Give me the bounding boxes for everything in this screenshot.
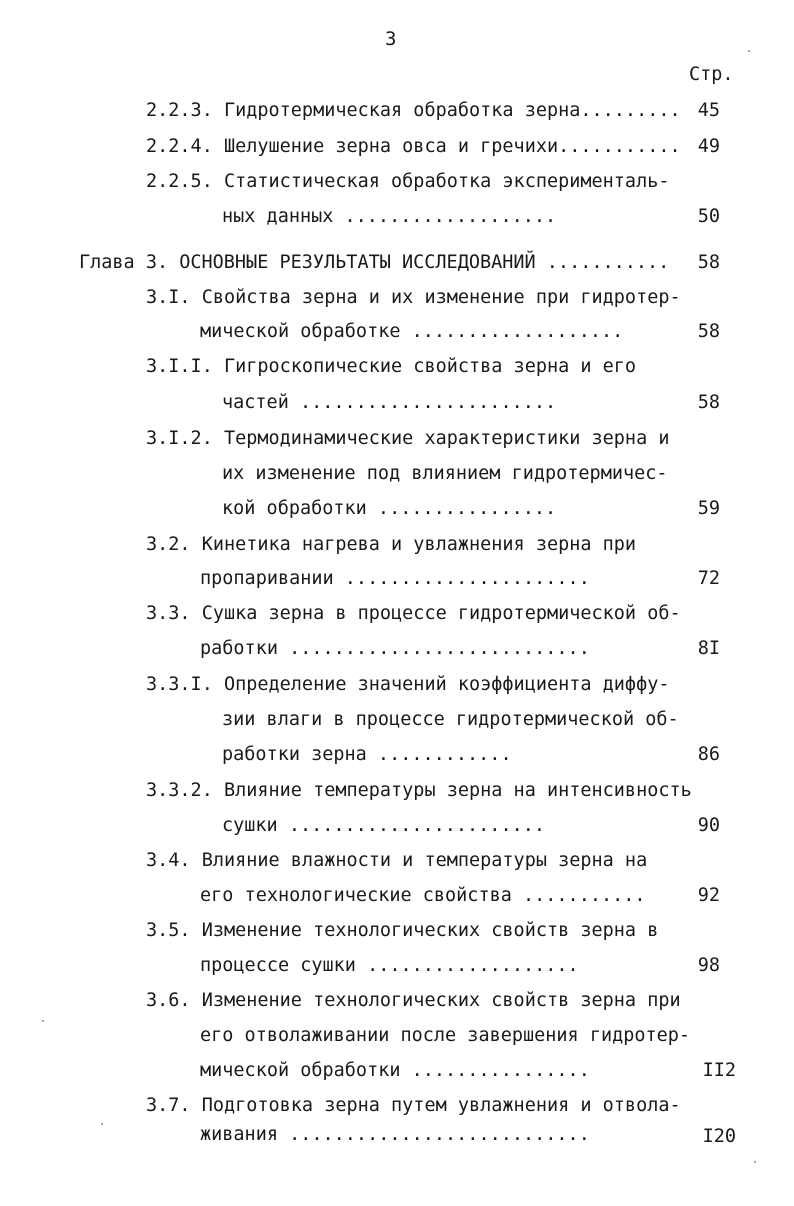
toc-entry-continuation: мической обработке ...................	[200, 321, 624, 342]
toc-entry-3-1-2: 3.I.2. Термодинамические характеристики зерна и	[146, 428, 670, 449]
toc-entry-continuation: работки ...........................	[200, 638, 590, 659]
toc-entry-2-2-5: 2.2.5. Статистическая обработка эксперименталь-	[146, 171, 670, 192]
toc-entry-3-6: 3.6. Изменение технологических свойств зерна при	[146, 990, 681, 1011]
toc-entry-3-7: 3.7. Подготовка зерна путем увлажнения и отвола-	[146, 1095, 681, 1116]
toc-entry-continuation: их изменение под влиянием гидротермичес-	[222, 463, 668, 484]
toc-entry-3-3-1: 3.3.I. Определение значений коэффициента диффу-	[146, 674, 670, 695]
toc-page-ref: 58	[697, 392, 720, 413]
toc-entry-continuation: его отволаживании после завершения гидротер-	[200, 1025, 691, 1046]
toc-entry-continuation: частей .......................	[222, 392, 557, 413]
scan-speck	[101, 1123, 103, 1125]
scan-speck	[42, 1020, 44, 1022]
toc-entry-continuation: ных данных ...................	[222, 206, 557, 227]
toc-page-ref: I20	[702, 1126, 736, 1147]
toc-page-ref: 59	[697, 498, 720, 519]
toc-entry-continuation: живания ...........................	[200, 1124, 590, 1145]
toc-page-ref: 92	[697, 885, 720, 906]
scan-speck	[754, 1161, 756, 1163]
toc-entry-3-3-2: 3.3.2. Влияние температуры зерна на интенсивность	[146, 780, 692, 801]
toc-entry-3-3: 3.3. Сушка зерна в процессе гидротермической об-	[146, 603, 681, 624]
toc-page-ref: 98	[697, 955, 720, 976]
toc-entry-3-2: 3.2. Кинетика нагрева и увлажнения зерна при	[146, 534, 637, 555]
toc-page-ref: 8I	[697, 638, 720, 659]
toc-entry-continuation: процессе сушки ...................	[200, 955, 579, 976]
toc-entry-continuation: работки зерна ............	[222, 744, 512, 765]
toc-chapter-3: Глава 3. ОСНОВНЫЕ РЕЗУЛЬТАТЫ ИССЛЕДОВАНИЙ ...........	[79, 252, 670, 273]
toc-entry-continuation: сушки .......................	[222, 815, 546, 836]
toc-entry-3-1-1: 3.I.I. Гигроскопические свойства зерна и его	[146, 356, 637, 377]
toc-entry-2-2-4: 2.2.4. Шелушение зерна овса и гречихи...........	[146, 136, 681, 157]
toc-entry-continuation: кой обработки ................	[222, 498, 557, 519]
toc-page-ref: 58	[697, 321, 720, 342]
toc-page-ref: 50	[697, 206, 720, 227]
page-number: 3	[385, 28, 397, 50]
toc-entry-continuation: пропаривании ......................	[200, 568, 590, 589]
toc-entry-3-4: 3.4. Влияние влажности и температуры зерна на	[146, 850, 648, 871]
toc-entry-3-1: 3.I. Свойства зерна и их изменение при гидротер-	[146, 287, 681, 308]
scan-speck	[748, 50, 750, 52]
toc-page-ref: 58	[697, 252, 720, 273]
toc-page-ref: 49	[697, 136, 720, 157]
toc-page-ref: 72	[697, 568, 720, 589]
toc-entry-continuation: мической обработки ................	[200, 1060, 590, 1081]
toc-entry-3-5: 3.5. Изменение технологических свойств зерна в	[146, 920, 659, 941]
toc-entry-continuation: его технологические свойства ...........	[200, 885, 646, 906]
toc-page-ref: 86	[697, 744, 720, 765]
toc-page-ref: 45	[697, 100, 720, 121]
toc-page-ref: 90	[697, 815, 720, 836]
toc-entry-2-2-3: 2.2.3. Гидротермическая обработка зерна.........	[146, 100, 681, 121]
toc-entry-continuation: зии влаги в процессе гидротермической об-	[222, 709, 679, 730]
toc-page-ref: II2	[702, 1060, 736, 1081]
page-column-header: Стр.	[689, 64, 734, 85]
